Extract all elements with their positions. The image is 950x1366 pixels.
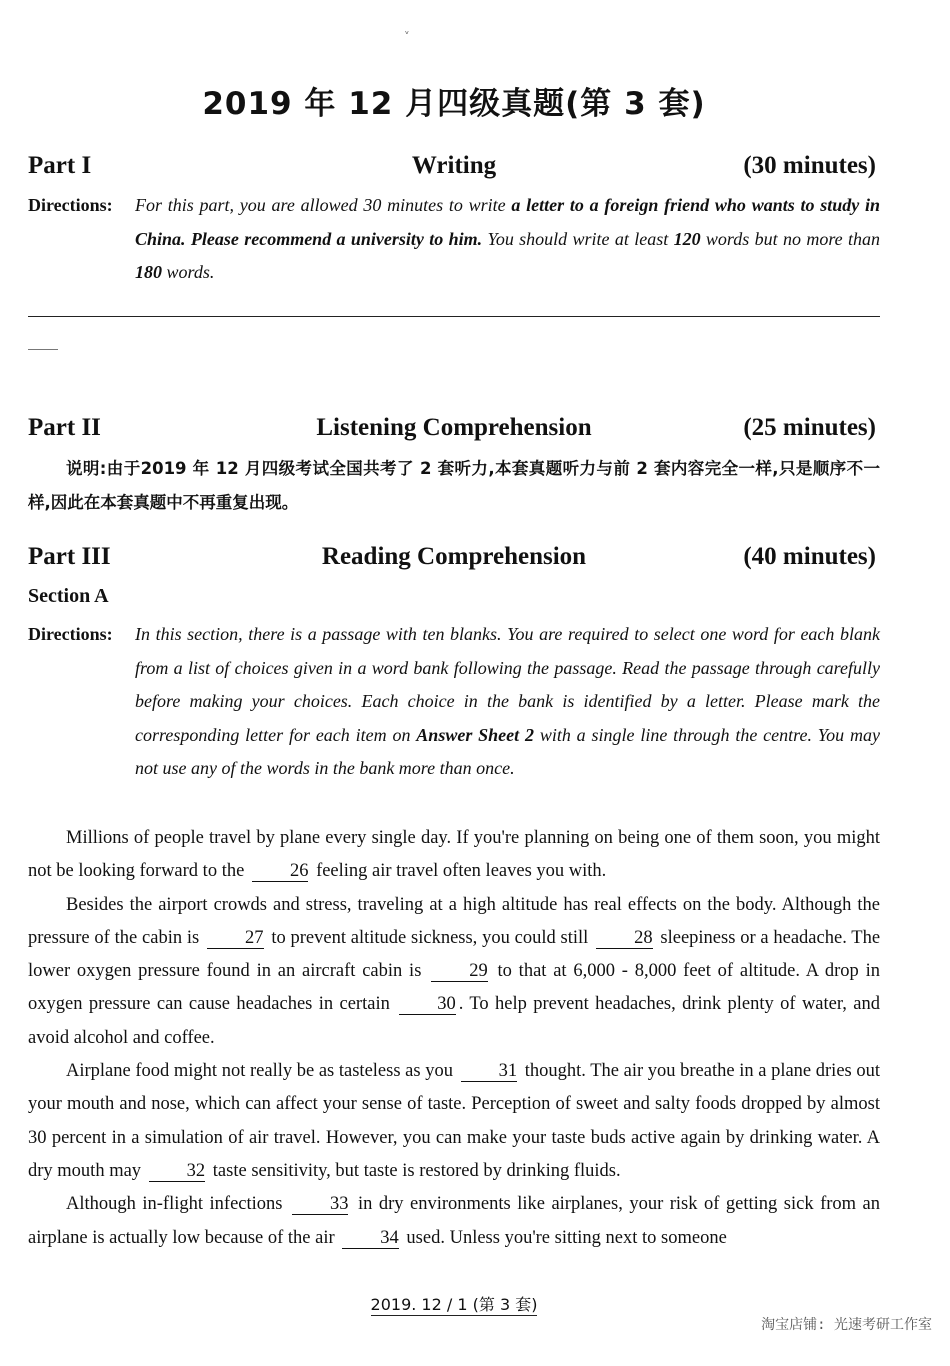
blank-26: 26 <box>252 861 309 882</box>
passage-text: . To help prevent headaches, drink plenty of water, and avoid alcohol and coffee. <box>28 994 881 1048</box>
blank-31: 31 <box>461 1061 518 1082</box>
directions-text <box>135 189 880 290</box>
directions-text-part: words. <box>162 262 215 282</box>
part-1-name: Writing <box>411 152 497 179</box>
blank-28: 28 <box>596 928 653 949</box>
blank-32: 32 <box>149 1161 206 1182</box>
passage-paragraph-1 <box>28 822 880 889</box>
page-footer <box>28 1292 880 1315</box>
section-a-heading: Section A <box>28 585 109 607</box>
part-2-header <box>28 414 880 448</box>
passage-text: Millions of people travel by plane every single day. If you're planning on being one of them soon, you might not be looking forward to the <box>28 828 880 882</box>
writing-divider <box>28 316 880 317</box>
passage-text: sleepiness or a headache. The lower oxygen pressure found in an aircraft cabin is <box>28 927 881 982</box>
blank-34: 34 <box>342 1228 399 1249</box>
part-2-name: Listening Comprehension <box>316 414 592 441</box>
part-1-header <box>28 152 880 186</box>
part-3-time: (40 minutes) <box>743 543 876 570</box>
passage-text: taste sensitivity, but taste is restored by drinking fluids. <box>212 1160 621 1181</box>
passage-paragraph-4 <box>28 1188 880 1255</box>
directions-label: Directions: <box>28 195 113 215</box>
directions-bold-part: a letter to a foreign friend who wants to study in China. Please recommend a university to him. <box>135 195 880 249</box>
passage-text: used. Unless you're sitting next to someone <box>406 1227 727 1248</box>
part-3-label: Part III <box>28 543 111 570</box>
page-number: 2019. 12 / 1 (第 3 套) <box>370 1295 538 1314</box>
passage-text: to that at 6,000 - 8,000 feet of altitude. A drop in oxygen pressure can cause headaches in certain <box>28 961 880 1015</box>
blank-29: 29 <box>431 961 488 982</box>
blank-27: 27 <box>207 928 264 949</box>
directions-text-part: words but no more than <box>700 228 880 249</box>
directions-bold-part: 120 <box>673 228 701 249</box>
directions-text-part: For this part, you are allowed 30 minutes to write <box>135 195 512 215</box>
part-2-label: Part II <box>28 414 101 441</box>
directions-text <box>135 618 880 786</box>
passage-text: to prevent altitude sickness, you could still <box>271 927 589 948</box>
shop-watermark: 淘宝店铺: 光速考研工作室 <box>761 1317 932 1333</box>
passage-text: in dry environments like airplanes, your risk of getting sick from an airplane is actually low because of the air <box>28 1194 880 1248</box>
listening-note: 说明:由于2019 年 12 月四级考试全国共考了 2 套听力,本套真题听力与前 2 套内容完全一样,只是顺序不一样,因此在本套真题中不再重复出现。 <box>28 459 880 512</box>
passage-text: Airplane food might not really be as tasteless as you <box>66 1061 453 1082</box>
passage-text: Besides the airport crowds and stress, traveling at a high altitude has real effects on the body. Although the pressure of the cabin is <box>28 894 880 948</box>
directions-label: Directions: <box>28 624 113 644</box>
directions-text-part: with a single line through the centre. You may not use any of the words in the bank more than once. <box>135 724 880 778</box>
short-dash <box>28 349 58 350</box>
passage-text: Although in-flight infections <box>66 1194 283 1215</box>
passage-text: feeling air travel often leaves you with. <box>316 861 607 882</box>
blank-30: 30 <box>399 994 456 1015</box>
part-1-directions <box>28 189 880 290</box>
part-3-directions <box>28 618 880 786</box>
directions-text-part: In this section, there is a passage with ten blanks. You are required to select one word for each blank from a list of choices given in a word bank following the passage. Read the passage through carefully before making your choices. Each choice in the bank is identified by a letter. Please mark the corresponding letter for each item on <box>135 624 880 745</box>
passage-paragraph-3 <box>28 1055 880 1188</box>
page-title: 2019 年 12 月四级真题(第 3 套) <box>202 86 706 122</box>
blank-33: 33 <box>292 1194 349 1215</box>
part-1-label: Part I <box>28 152 92 179</box>
passage-text: thought. The air you breathe in a plane dries out your mouth and nose, which can affect your sense of taste. Perception of sweet and salty foods dropped by almost 30 percent in a simulation of air travel. However, you can make your taste buds active again by drinking water. A dry mouth may <box>28 1061 881 1181</box>
directions-bold-part: 180 <box>135 262 162 282</box>
reading-passage <box>28 822 880 1255</box>
directions-text-part: You should write at least <box>482 228 674 249</box>
part-1-time: (30 minutes) <box>743 152 876 179</box>
part-2-time: (25 minutes) <box>743 414 876 441</box>
part-3-name: Reading Comprehension <box>321 543 587 570</box>
passage-paragraph-2 <box>28 889 880 1055</box>
scan-speck: ᵥ <box>405 26 410 37</box>
answer-sheet-bold: Answer Sheet 2 <box>416 724 534 745</box>
part-3-header <box>28 543 880 577</box>
